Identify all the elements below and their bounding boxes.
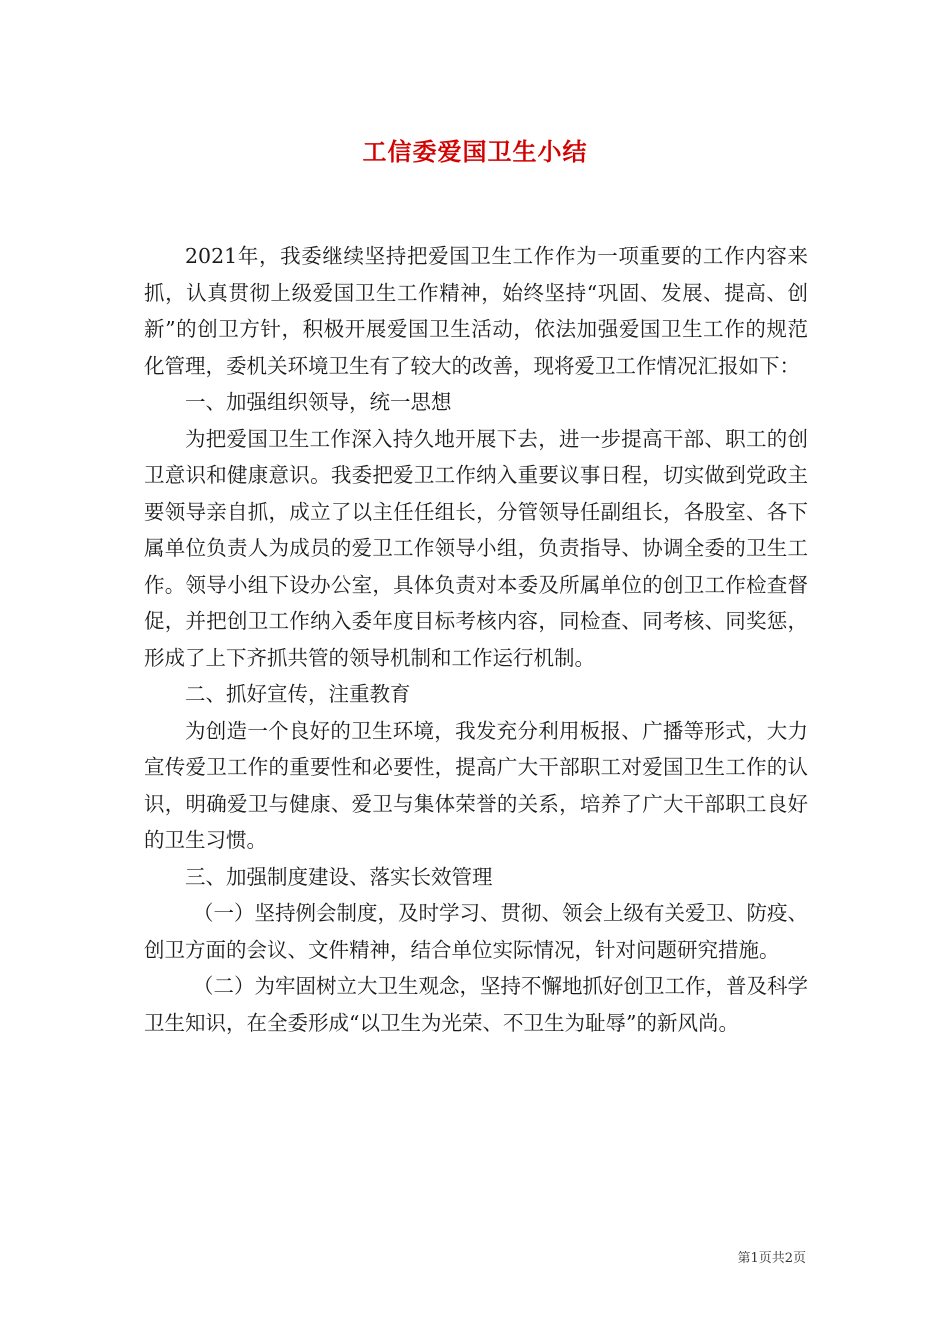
document-title: 工信委爱国卫生小结 bbox=[362, 137, 588, 166]
section-heading-3: 三、加强制度建设、落实长效管理 bbox=[185, 864, 493, 889]
paragraph-section-2: 为创造一个良好的卫生环境，我发充分利用板报、广播等形式，大力宣传爱卫工作的重要性和必要性，提高广大干部职工对爱国卫生工作的认识，明确爱卫与健康、爱卫与集体荣誉的关系，培养了广大干部职工良好的卫生习惯。 bbox=[144, 718, 808, 852]
paragraph-item-2: （二）为牢固树立大卫生观念，坚持不懈地抓好创卫工作，普及科学卫生知识，在全委形成“以卫生为光荣、不卫生为耻辱”的新风尚。 bbox=[144, 974, 808, 1035]
paragraph-intro: 2021年，我委继续坚持把爱国卫生工作作为一项重要的工作内容来抓，认真贯彻上级爱国卫生工作精神，始终坚持“巩固、发展、提高、创新”的创卫方针，积极开展爱国卫生活动，依法加强爱国卫生工作的规范化管理，委机关环境卫生有了较大的改善，现将爱卫工作情况汇报如下： bbox=[144, 244, 808, 378]
section-heading-2: 二、抓好宣传，注重教育 bbox=[185, 682, 411, 706]
paragraph-item-1: （一）坚持例会制度，及时学习、贯彻、领会上级有关爱卫、防疫、创卫方面的会议、文件精神，结合单位实际情况，针对问题研究措施。 bbox=[144, 901, 808, 962]
section-heading-1: 一、加强组织领导，统一思想 bbox=[185, 390, 452, 414]
paragraph-section-1: 为把爱国卫生工作深入持久地开展下去，进一步提高干部、职工的创卫意识和健康意识。我委把爱卫工作纳入重要议事日程，切实做到党政主要领导亲自抓，成立了以主任任组长，分管领导任副组长，各股室、各下属单位负责人为成员的爱卫工作领导小组，负责指导、协调全委的卫生工作。领导小组下设办公室，具体负责对本委及所属单位的创卫工作检查督促，并把创卫工作纳入委年度目标考核内容，同检查、同考核、同奖惩，形成了上下齐抓共管的领导机制和工作运行机制。 bbox=[144, 426, 808, 670]
page-number: 第1页共2页 bbox=[737, 1251, 806, 1266]
document-body bbox=[144, 238, 808, 1041]
